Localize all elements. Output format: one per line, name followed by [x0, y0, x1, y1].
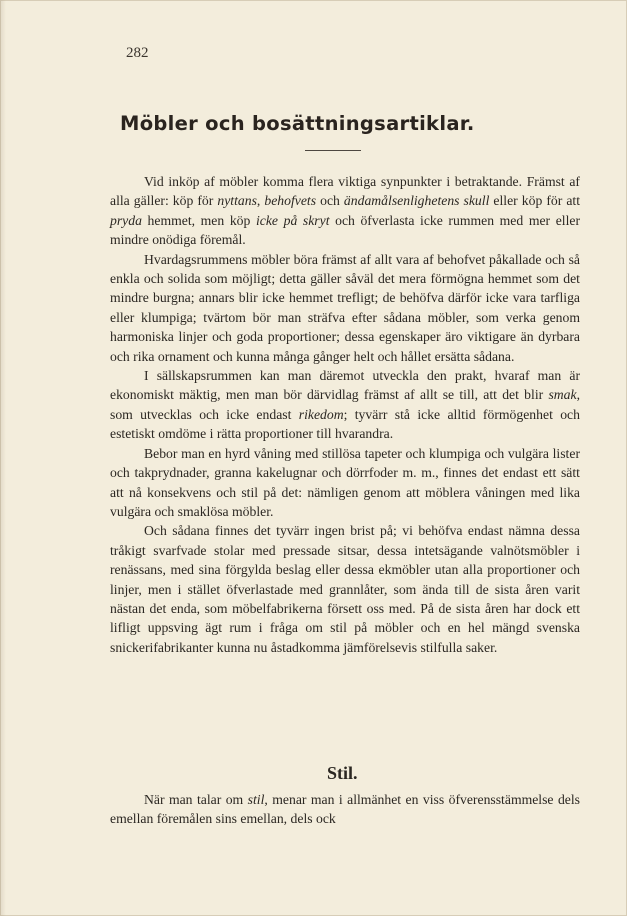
paragraph-1 [110, 172, 580, 250]
paragraph-5: Och sådana finnes det tyvärr ingen brist på; vi behöfva endast nämna dessa tråkigt svarfvade stolar med pressade sitsar, dessa intetsägande valnötsmöbler i renässans, med sina förgylda beslag eller dessa ekmöbler utan alla proportioner och linjer, men i stället öfverlastade med grannlåter, som ända till de sista åren varit nästan det enda, som möbelfabrikerna försett oss med. På de sista åren har dock ett lifligt uppsving ägt rum i fråga om stil på möbler och en hel mängd svenska snickerifabrikanter kunna nu åstadkomma jämförelsevis stilfulla saker. [110, 523, 580, 655]
page-number: 282 [126, 45, 149, 61]
title-divider [305, 150, 361, 151]
paragraph-1-text: , [256, 193, 265, 209]
paragraph-3-text: I sällskapsrummen kan man däremot utveckla den prakt, hvaraf man är ekonomiskt mäktig, men man bör därvidlag främst af allt se till, att det blir [110, 368, 580, 403]
stil-paragraph-text: , menar man i allmänhet en viss öfverensstämmelse dels emellan föremålen sins emellan, dels ock [110, 792, 580, 827]
main-text [110, 172, 580, 657]
emphasis-smak: smak [548, 387, 577, 403]
emphasis-rikedom: rikedom [298, 406, 344, 422]
paragraph-1-text: eller köp för att [489, 193, 581, 209]
emphasis-stil: stil [247, 792, 265, 807]
paragraph-2: Hvardagsrummens möbler böra främst af allt vara af behofvet påkallade och så enkla och solida som möjligt; detta gäller såväl det mera förmögna hemmet som det mindre burgna; annars blir icke hemmet trefligt; de behöfva därför icke vara tarfliga eller klumpiga; tvärtom bör man sträfva efter sådana möbler, som verka genom harmoniska linjer och goda proportioner; dessa egenskaper äro viktigare än dyrbara och rika ornament och kunna många gånger helt och hållet ersätta sådana. [110, 251, 580, 364]
paragraph-1-text: och [316, 193, 344, 209]
emphasis-pryda: pryda [110, 212, 142, 228]
paragraph-3 [110, 366, 580, 444]
paragraph-3-text: , som utvecklas och icke endast [110, 387, 580, 422]
page-edge-shadow [0, 0, 6, 916]
paragraph-1-text: Vid inköp af möbler komma flera viktiga synpunkter i betraktande. Främst af alla gäller: köp för [110, 174, 580, 209]
stil-section-text [110, 790, 580, 829]
emphasis-behofvets: behofvets [264, 193, 317, 209]
stil-paragraph-text: När man talar om [144, 792, 248, 807]
paragraph-4: Bebor man en hyrd våning med stillösa tapeter och klumpiga och vulgära lister och takprydnader, granna kakelugnar och dörrfoder m. m., finnes det endast ett sätt att nå konsekvens och stil på det: nämligen genom att möblera våningen med lika vulgära och smaklösa möbler. [110, 445, 580, 519]
paragraph-1-text: och öfverlasta icke rummen med mer eller mindre onödiga föremål. [110, 212, 581, 248]
paragraph-3-text: ; tyvärr stå icke alltid förmögenhet och estetiskt omdöme i rätta proportioner till hvarandra. [110, 406, 580, 442]
paragraph-1-text: hemmet, men köp [141, 212, 256, 228]
emphasis-nyttans: nyttans [217, 193, 257, 209]
stil-paragraph [110, 790, 580, 829]
emphasis-icke-pa-skryt: icke på skryt [255, 212, 330, 228]
page-title: Möbler och bosättningsartiklar. [120, 112, 475, 135]
emphasis-andamalsenlighetens-skull: ändamålsenlighetens skull [343, 193, 490, 209]
section-heading: Stil. [327, 763, 358, 783]
